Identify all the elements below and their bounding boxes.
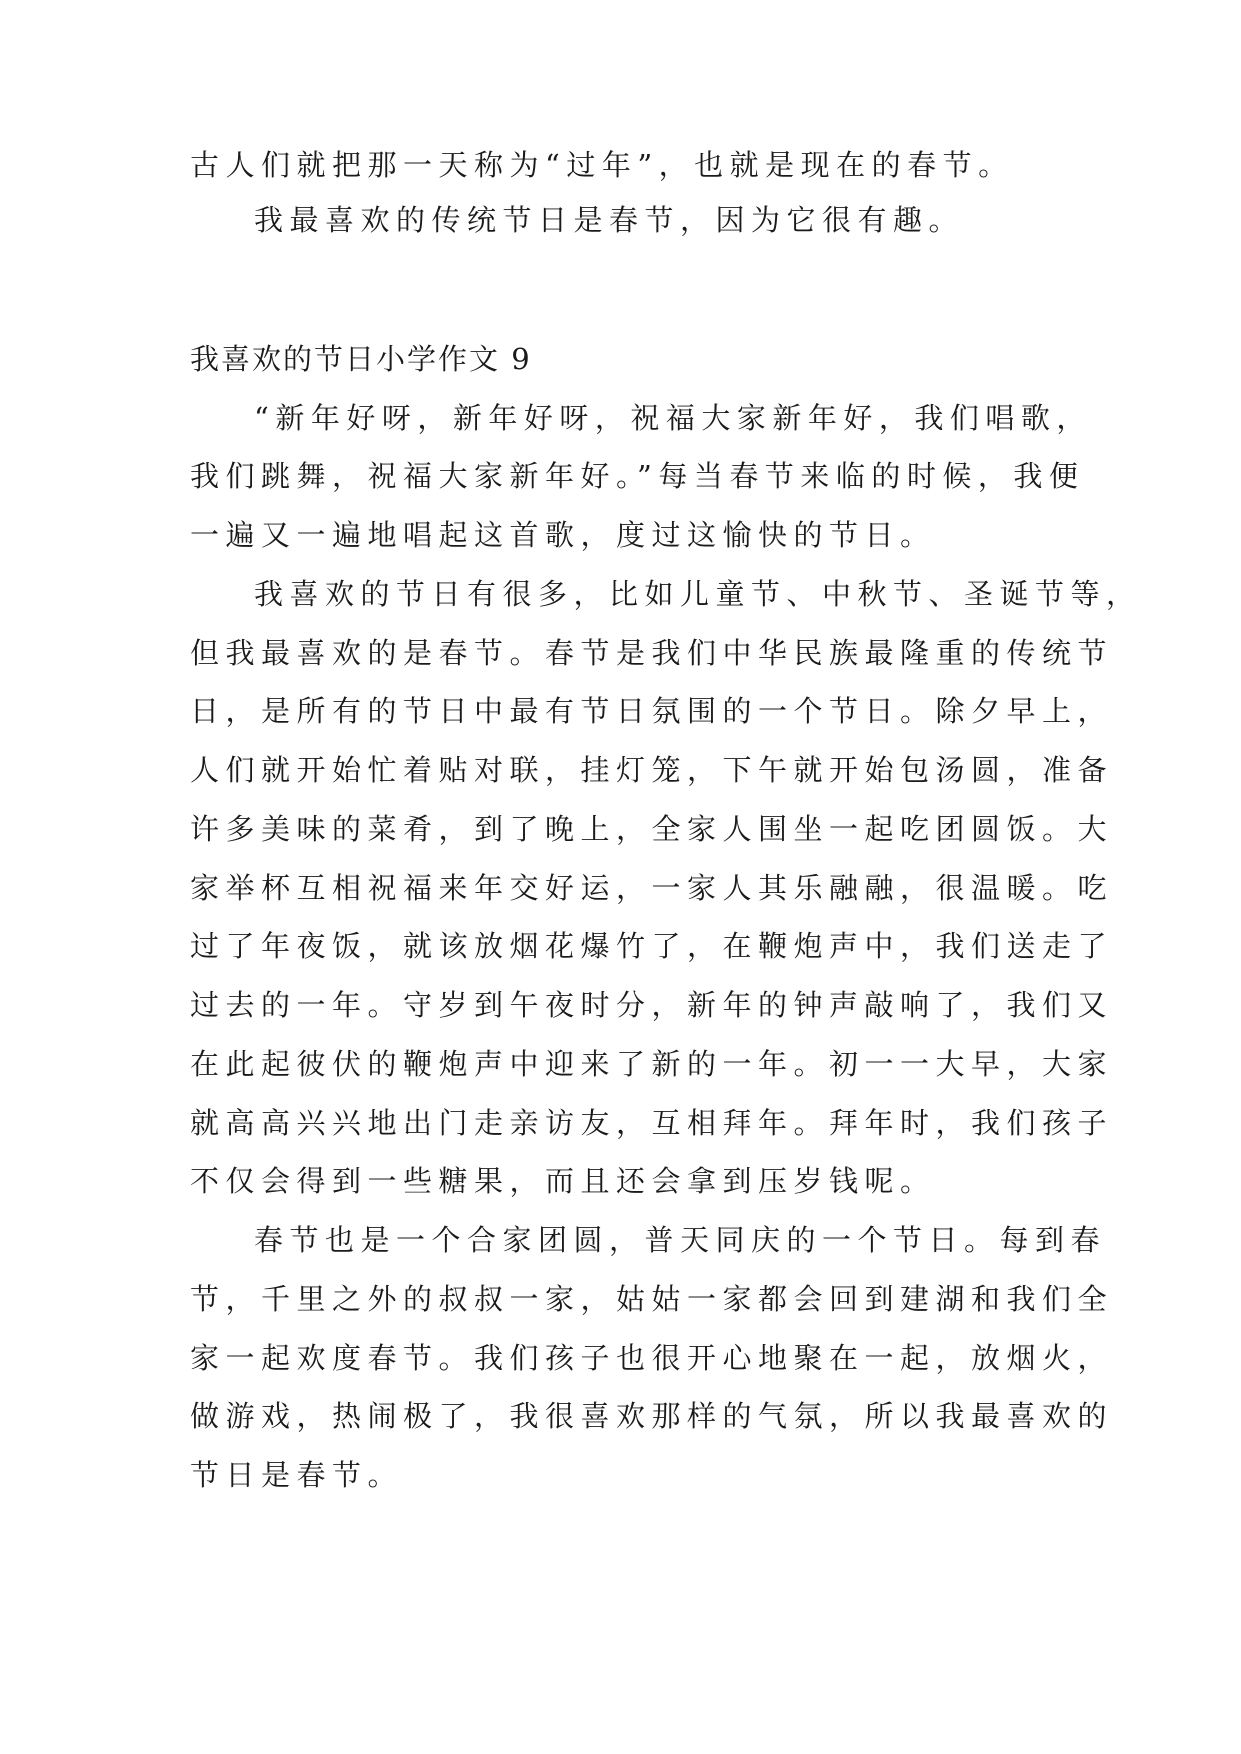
paragraph-line: 我喜欢的节日有很多，比如儿童节、中秋节、圣诞节等， [254,577,1142,611]
paragraph-line: 做游戏，热闹极了，我很喜欢那样的气氛，所以我最喜欢的 [190,1399,1114,1433]
paragraph-line: 就高高兴兴地出门走亲访友，互相拜年。拜年时，我们孩子 [190,1106,1114,1140]
paragraph-line: 一遍又一遍地唱起这首歌，度过这愉快的节日。 [190,518,936,552]
paragraph-line: 家举杯互相祝福来年交好运，一家人其乐融融，很温暖。吃 [190,871,1114,905]
paragraph-line: 春节也是一个合家团圆，普天同庆的一个节日。每到春 [254,1223,1107,1257]
paragraph-line: 在此起彼伏的鞭炮声中迎来了新的一年。初一一大早，大家 [190,1047,1114,1081]
paragraph-line: 家一起欢度春节。我们孩子也很开心地聚在一起，放烟火， [190,1341,1114,1375]
intro-line: 我最喜欢的传统节日是春节，因为它很有趣。 [254,203,965,237]
paragraph-line: 人们就开始忙着贴对联，挂灯笼，下午就开始包汤圆，准备 [190,753,1114,787]
paragraph-line: 过了年夜饭，就该放烟花爆竹了，在鞭炮声中，我们送走了 [190,929,1114,963]
paragraph-line: 日，是所有的节日中最有节日氛围的一个节日。除夕早上， [190,694,1114,728]
paragraph-line: 但我最喜欢的是春节。春节是我们中华民族最隆重的传统节 [190,636,1114,670]
paragraph-line: 许多美味的菜肴，到了晚上，全家人围坐一起吃团圆饭。大 [190,812,1114,846]
paragraph-line: 不仅会得到一些糖果，而且还会拿到压岁钱呢。 [190,1164,936,1198]
paragraph-line: 节日是春节。 [190,1458,404,1492]
intro-line: 古人们就把那一天称为“过年”，也就是现在的春节。 [190,148,1014,182]
paragraph-line: “新年好呀，新年好呀，祝福大家新年好，我们唱歌， [254,401,1092,435]
paragraph-line: 我们跳舞，祝福大家新年好。”每当春节来临的时候，我便 [190,459,1085,493]
paragraph-line: 过去的一年。守岁到午夜时分，新年的钟声敲响了，我们又 [190,988,1114,1022]
essay-title: 我喜欢的节日小学作文 9 [190,342,532,376]
paragraph-line: 节，千里之外的叔叔一家，姑姑一家都会回到建湖和我们全 [190,1282,1114,1316]
